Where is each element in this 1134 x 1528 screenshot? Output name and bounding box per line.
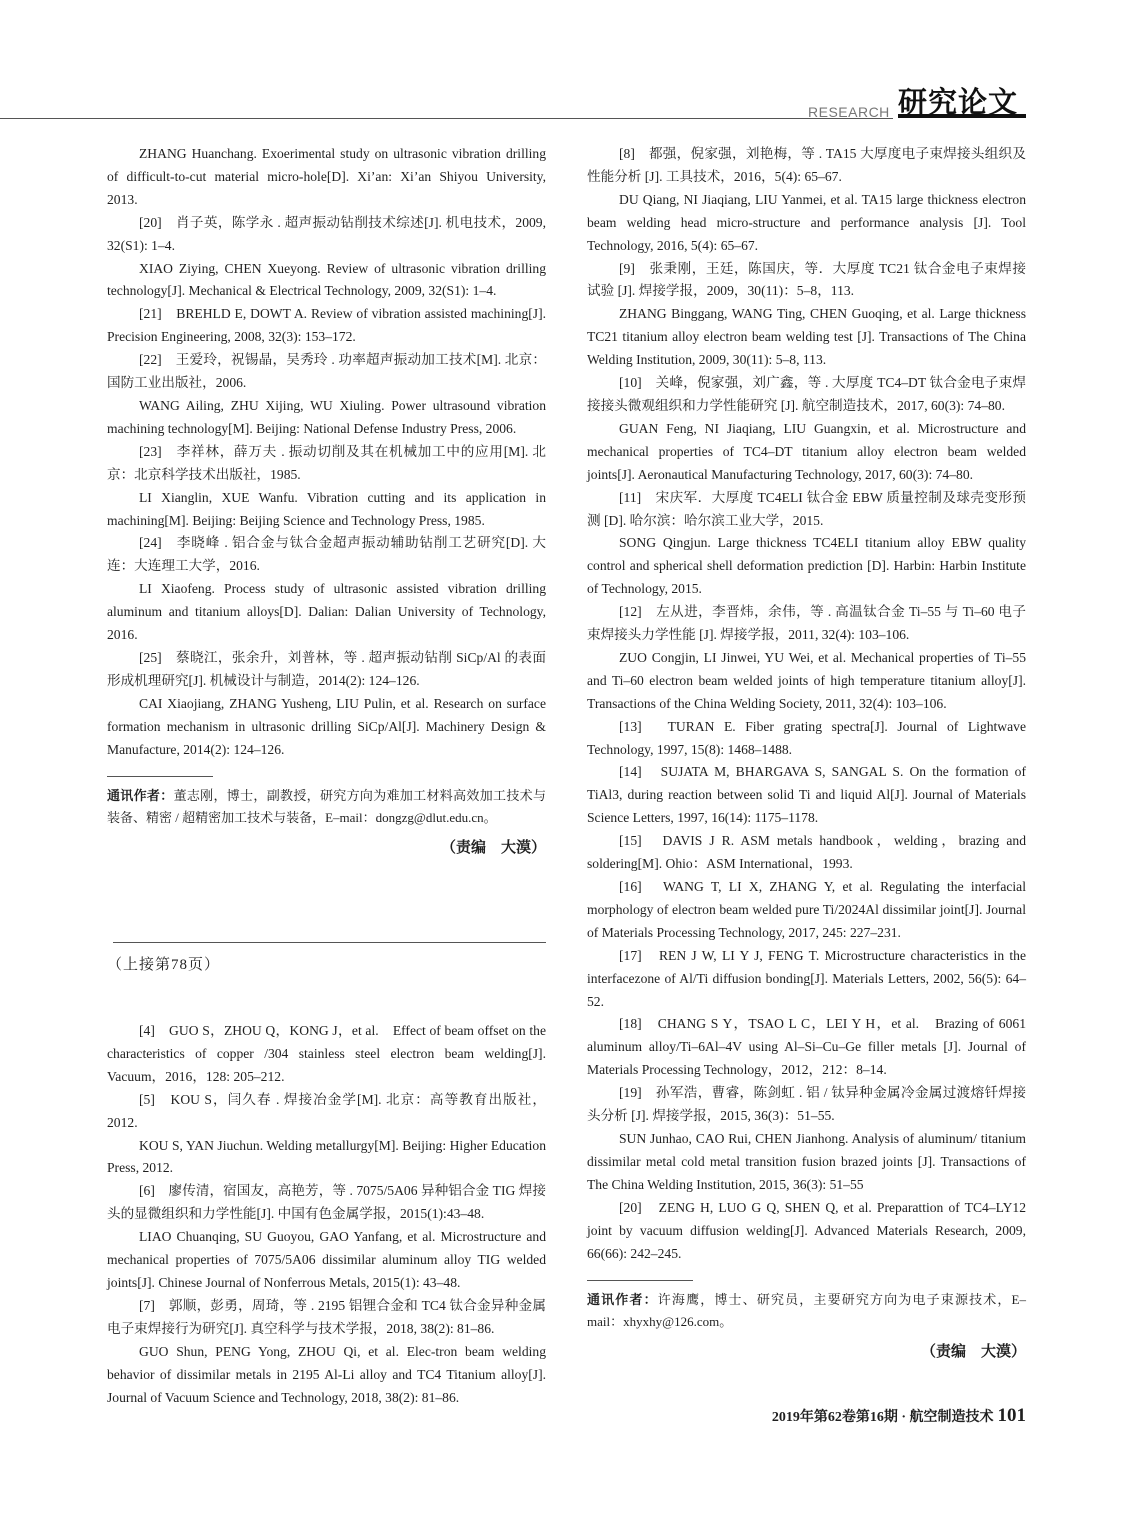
right-reference-list (587, 143, 1026, 1265)
reference-entry: [20] ZENG H, LUO G Q, SHEN Q, et al. Preparattion of TC4–LY12 joint by vacuum diffusion welding[J]. Advanced Materials Research, 2009, 66(66): 242–245. (587, 1199, 1026, 1261)
reference-entry: [7] 郭顺，彭勇，周琦，等 . 2195 铝锂合金和 TC4 钛合金异种金属电子束焊接行为研究[J]. 真空科学与技术学报，2018, 38(2): 81–86. (107, 1297, 546, 1336)
continued-reference-column (107, 1020, 546, 1409)
reference-entry: SUN Junhao, CAO Rui, CHEN Jianhong. Analysis of aluminum/ titanium dissimilar metal cold metal transition fusion brazed joints [J]. Transactions of The China Welding Institution, 2015, 36(3): 51–55 (587, 1130, 1026, 1192)
reference-entry: [10] 关峰，倪家强，刘广鑫，等 . 大厚度 TC4–DT 钛合金电子束焊接接头微观组织和力学性能研究 [J]. 航空制造技术，2017, 60(3): 74–80. (587, 375, 1026, 413)
reference-entry: [20] 肖子英，陈学永 . 超声振动钻削技术综述[J]. 机电技术，2009, 32(S1): 1–4. (107, 214, 546, 253)
reference-entry: [23] 李祥林，薛万夫 . 振动切削及其在机械加工中的应用[M]. 北京：北京科学技术出版社，1985. (107, 443, 546, 482)
reference-entry: GUAN Feng, NI Jiaqiang, LIU Guangxin, et al. Microstructure and mechanical properties of TC4–DT titanium alloy electron beam welded joints[J]. Aeronautical Manufacturing Technology, 2017, 60(3): 74–80. (587, 420, 1026, 482)
reference-entry: DU Qiang, NI Jiaqiang, LIU Yanmei, et al. TA15 large thickness electron beam welding head micro-structure and performance analysis [J]. Tool Technology, 2016, 5(4): 65–67. (587, 191, 1026, 253)
reference-entry: ZUO Congjin, LI Jinwei, YU Wei, et al. Mechanical properties of Ti–55 and Ti–60 electron beam welded joints of high temperature titanium alloy[J]. Transactions of the China Welding Society, 2011, 32(4): 103–106. (587, 649, 1026, 711)
section-label-cn: 研究论文 (898, 80, 1026, 118)
reference-entry: CAI Xiaojiang, ZHANG Yusheng, LIU Pulin, et al. Research on surface formation mechanism in ultrasonic drilling SiCp/Al[J]. Machinery Design & Manufacture, 2014(2): 124–126. (107, 695, 546, 757)
reference-entry: [24] 李晓峰 . 铝合金与钛合金超声振动辅助钻削工艺研究[D]. 大连：大连理工大学，2016. (107, 535, 546, 574)
section-label-en: RESEARCH (808, 104, 890, 120)
reference-entry: LI Xianglin, XUE Wanfu. Vibration cutting and its application in machining[M]. Beijing: Beijing Science and Technology Press, 1985. (107, 489, 546, 528)
footnote-rule (107, 776, 213, 777)
reference-entry: [5] KOU S，闫久春 . 焊接冶金学[M]. 北京：高等教育出版社，2012. (107, 1091, 546, 1130)
reference-entry: ZHANG Binggang, WANG Ting, CHEN Guoqing, et al. Large thickness TC21 titanium alloy electron beam welding test [J]. Transactions of The China Welding Institution, 2009, 30(11): 5–8, 113. (587, 306, 1026, 368)
footnote-rule (587, 1280, 693, 1281)
header-rule (0, 118, 893, 119)
reference-entry: LI Xiaofeng. Process study of ultrasonic assisted vibration drilling aluminum and titanium alloys[D]. Dalian: Dalian University of Technology, 2016. (107, 581, 546, 643)
page-footer (772, 1405, 1026, 1427)
continued-reference-list (107, 1020, 546, 1409)
left-reference-list (107, 143, 546, 761)
reference-entry: KOU S, YAN Jiuchun. Welding metallurgy[M]. Beijing: Higher Education Press, 2012. (107, 1137, 546, 1176)
left-column (107, 143, 546, 860)
reference-entry: SONG Qingjun. Large thickness TC4ELI titanium alloy EBW quality control and spherical shell deformation prediction [D]. Harbin: Harbin Institute of Technology, 2015. (587, 535, 1026, 597)
reference-entry: ZHANG Huanchang. Exoerimental study on ultrasonic vibration drilling of difficult-to-cut material micro-hole[D]. Xi’an: Xi’an Shiyou University, 2013. (107, 146, 546, 207)
corresponding-author-label: 通讯作者： (107, 788, 174, 804)
reference-entry: GUO Shun, PENG Yong, ZHOU Qi, et al. Elec-tron beam welding behavior of dissimilar metals in 2195 Al-Li alloy and TC4 Titanium alloy[J]. Journal of Vacuum Science and Technology, 2018, 38(2): 81–86. (107, 1343, 546, 1405)
corresponding-author-text: 许海鹰，博士、研究员，主要研究方向为电子束源技术，E–mail：xhyxhy@126.com。 (587, 1292, 1026, 1330)
reference-entry: [21] BREHLD E, DOWT A. Review of vibration assisted machining[J]. Precision Engineering, 2008, 32(3): 153–172. (107, 306, 546, 345)
reference-entry: [14] SUJATA M, BHARGAVA S, SANGAL S. On the formation of TiAl3, during reaction between solid Ti and liquid Al[J]. Journal of Materials Science Letters, 1997, 16(14): 1175–1178. (587, 764, 1026, 826)
reference-entry: [13] TURAN E. Fiber grating spectra[J]. Journal of Lightwave Technology, 1997, 15(8): 1468–1488. (587, 718, 1026, 757)
reference-entry: WANG Ailing, ZHU Xijing, WU Xiuling. Power ultrasound vibration machining technology[M]. Beijing: National Defense Industry Press, 2006. (107, 397, 546, 436)
corresponding-author-text: 董志刚，博士，副教授，研究方向为难加工材料高效加工技术与装备、精密 / 超精密加工技术与装备，E–mail：dongzg@dlut.edu.cn。 (107, 788, 546, 826)
reference-entry: [15] DAVIS J R. ASM metals handbook，welding，brazing and soldering[M]. Ohio：ASM International，1993. (587, 833, 1026, 872)
reference-entry: XIAO Ziying, CHEN Xueyong. Review of ultrasonic vibration drilling technology[J]. Mechanical & Electrical Technology, 2009, 32(S1): 1–4. (107, 260, 546, 299)
reference-entry: [8] 都强，倪家强，刘艳梅，等 . TA15 大厚度电子束焊接头组织及性能分析 [J]. 工具技术，2016，5(4): 65–67. (587, 146, 1026, 184)
reference-entry: [9] 张秉刚，王廷，陈国庆，等．大厚度 TC21 钛合金电子束焊接试验 [J]. 焊接学报，2009，30(11)：5–8，113. (587, 260, 1026, 299)
editor-note: （责编 大漠） (440, 840, 546, 857)
reference-entry: LIAO Chuanqing, SU Guoyou, GAO Yanfang, et al. Microstructure and mechanical properties of 7075/5A06 dissimilar aluminum alloy TIG welded joints[J]. Chinese Journal of Nonferrous Metals, 2015(1): 43–48. (107, 1229, 546, 1290)
reference-entry: [17] REN J W, LI Y J, FENG T. Microstructure characteristics in the interfacezone of Al/Ti diffusion bonding[J]. Materials Letters, 2002, 56(5): 64–52. (587, 947, 1026, 1009)
reference-entry: [18] CHANG S Y，TSAO L C，LEI Y H，et al. Brazing of 6061 aluminum alloy/Ti–6Al–4V using Al–Si–Cu–Ge filler metals [J]. Journal of Materials Processing Technology，2012，212：8–14. (587, 1016, 1026, 1078)
page-number: 101 (997, 1405, 1026, 1426)
right-column (587, 143, 1026, 1364)
reference-entry: [4] GUO S，ZHOU Q，KONG J，et al. Effect of beam offset on the characteristics of copper /304 stainless steel electron beam welding[J]. Vacuum，2016，128: 205–212. (107, 1023, 546, 1084)
corresponding-author-note (107, 785, 546, 829)
continuation-rule (113, 942, 546, 943)
continuation-note: （上接第78页） (107, 957, 221, 973)
reference-entry: [19] 孙军浩，曹睿，陈剑虹 . 铝 / 钛异种金属冷金属过渡熔钎焊接头分析 [J]. 焊接学报，2015, 36(3)：51–55. (587, 1085, 1026, 1124)
corresponding-author-label: 通讯作者： (587, 1292, 658, 1308)
reference-entry: [11] 宋庆军．大厚度 TC4ELI 钛合金 EBW 质量控制及球壳变形预测 [D]. 哈尔滨：哈尔滨工业大学，2015. (587, 489, 1026, 528)
editor-note: （责编 大漠） (920, 1344, 1026, 1361)
corresponding-author-note (587, 1289, 1026, 1333)
reference-entry: [12] 左从进，李晋炜，余伟，等 . 高温钛合金 Ti–55 与 Ti–60 电子束焊接头力学性能 [J]. 焊接学报，2011, 32(4): 103–106. (587, 604, 1026, 643)
reference-entry: [6] 廖传清，宿国友，高艳芳，等 . 7075/5A06 异种铝合金 TIG 焊接头的显微组织和力学性能[J]. 中国有色金属学报，2015(1):43–48. (107, 1183, 546, 1222)
reference-entry: [22] 王爱玲，祝锡晶，吴秀玲 . 功率超声振动加工技术[M]. 北京：国防工业出版社，2006. (107, 352, 546, 391)
journal-issue: 2019年第62卷第16期 · 航空制造技术 (771, 1410, 994, 1425)
reference-entry: [25] 蔡晓江，张余升，刘普林，等 . 超声振动钻削 SiCp/Al 的表面形成机理研究[J]. 机械设计与制造，2014(2): 124–126. (107, 649, 546, 688)
reference-entry: [16] WANG T, LI X, ZHANG Y, et al. Regulating the interfacial morphology of electron beam welded pure Ti/2024Al dissimilar joint[J]. Journal of Materials Processing Technology, 2017, 245: 227–231. (587, 879, 1026, 940)
